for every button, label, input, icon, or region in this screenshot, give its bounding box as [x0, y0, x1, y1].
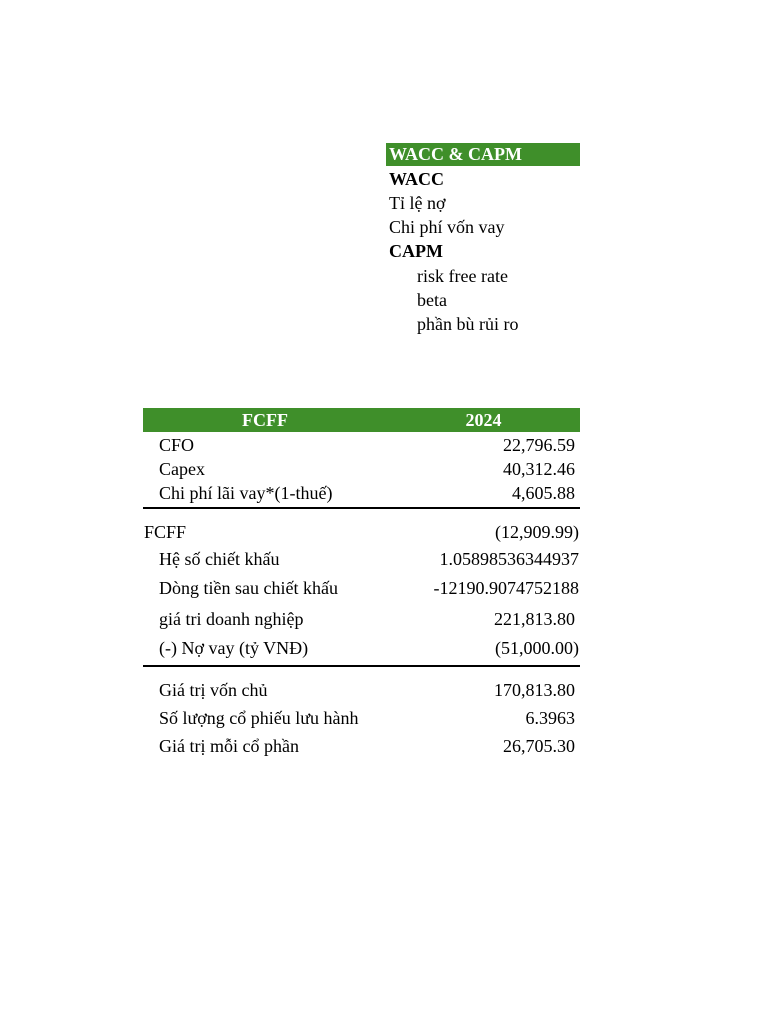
chi-phi-von-vay-label: Chi phí vốn vay — [389, 217, 505, 237]
risk-free-rate-label: risk free rate — [417, 266, 508, 286]
wacc-capm-header-text: WACC & CAPM — [389, 144, 522, 164]
gia-tri-moi-co-phan-value: 26,705.30 — [503, 736, 575, 756]
phan-bu-rui-ro-label: phần bù rủi ro — [417, 314, 519, 334]
ti-le-no-label: Tỉ lệ nợ — [389, 193, 446, 213]
chi-phi-lai-vay-label: Chi phí lãi vay*(1-thuế) — [159, 483, 333, 503]
so-luong-co-phieu-value: 6.3963 — [525, 708, 575, 728]
subtotal-rule — [143, 507, 580, 509]
wacc-capm-header — [386, 143, 580, 166]
so-luong-co-phieu-label: Số lượng cổ phiếu lưu hành — [159, 708, 359, 728]
fcff-value: (12,909.99) — [495, 522, 579, 542]
cfo-value: 22,796.59 — [503, 435, 575, 455]
fcff-header-year: 2024 — [465, 410, 502, 430]
capex-value: 40,312.46 — [503, 459, 575, 479]
no-vay-value: (51,000.00) — [495, 638, 579, 658]
wacc-label: WACC — [389, 169, 445, 189]
dong-tien-label: Dòng tiền sau chiết khấu — [159, 578, 338, 598]
beta-label: beta — [417, 290, 447, 310]
cfo-label: CFO — [159, 435, 195, 455]
fcff-table-header — [143, 408, 580, 432]
gia-tri-moi-co-phan-label: Giá trị mỗi cổ phần — [159, 736, 299, 756]
he-so-chiet-khau-value: 1.05898536344937 — [439, 549, 579, 569]
fcff-header-label: FCFF — [242, 410, 288, 430]
gia-tri-doanh-nghiep-value: 221,813.80 — [494, 609, 575, 629]
gia-tri-doanh-nghiep-label: giá tri doanh nghiệp — [159, 609, 304, 629]
fcff-label: FCFF — [144, 522, 187, 542]
capex-label: Capex — [159, 459, 205, 479]
no-vay-label: (-) Nợ vay (tỷ VNĐ) — [159, 638, 309, 658]
he-so-chiet-khau-label: Hệ số chiết khấu — [159, 549, 280, 569]
gia-tri-von-chu-value: 170,813.80 — [494, 680, 575, 700]
dong-tien-value: -12190.9074752188 — [433, 578, 579, 598]
total-rule — [143, 665, 580, 667]
gia-tri-von-chu-label: Giá trị vốn chủ — [159, 680, 268, 700]
chi-phi-lai-vay-value: 4,605.88 — [512, 483, 575, 503]
capm-label: CAPM — [389, 241, 443, 261]
